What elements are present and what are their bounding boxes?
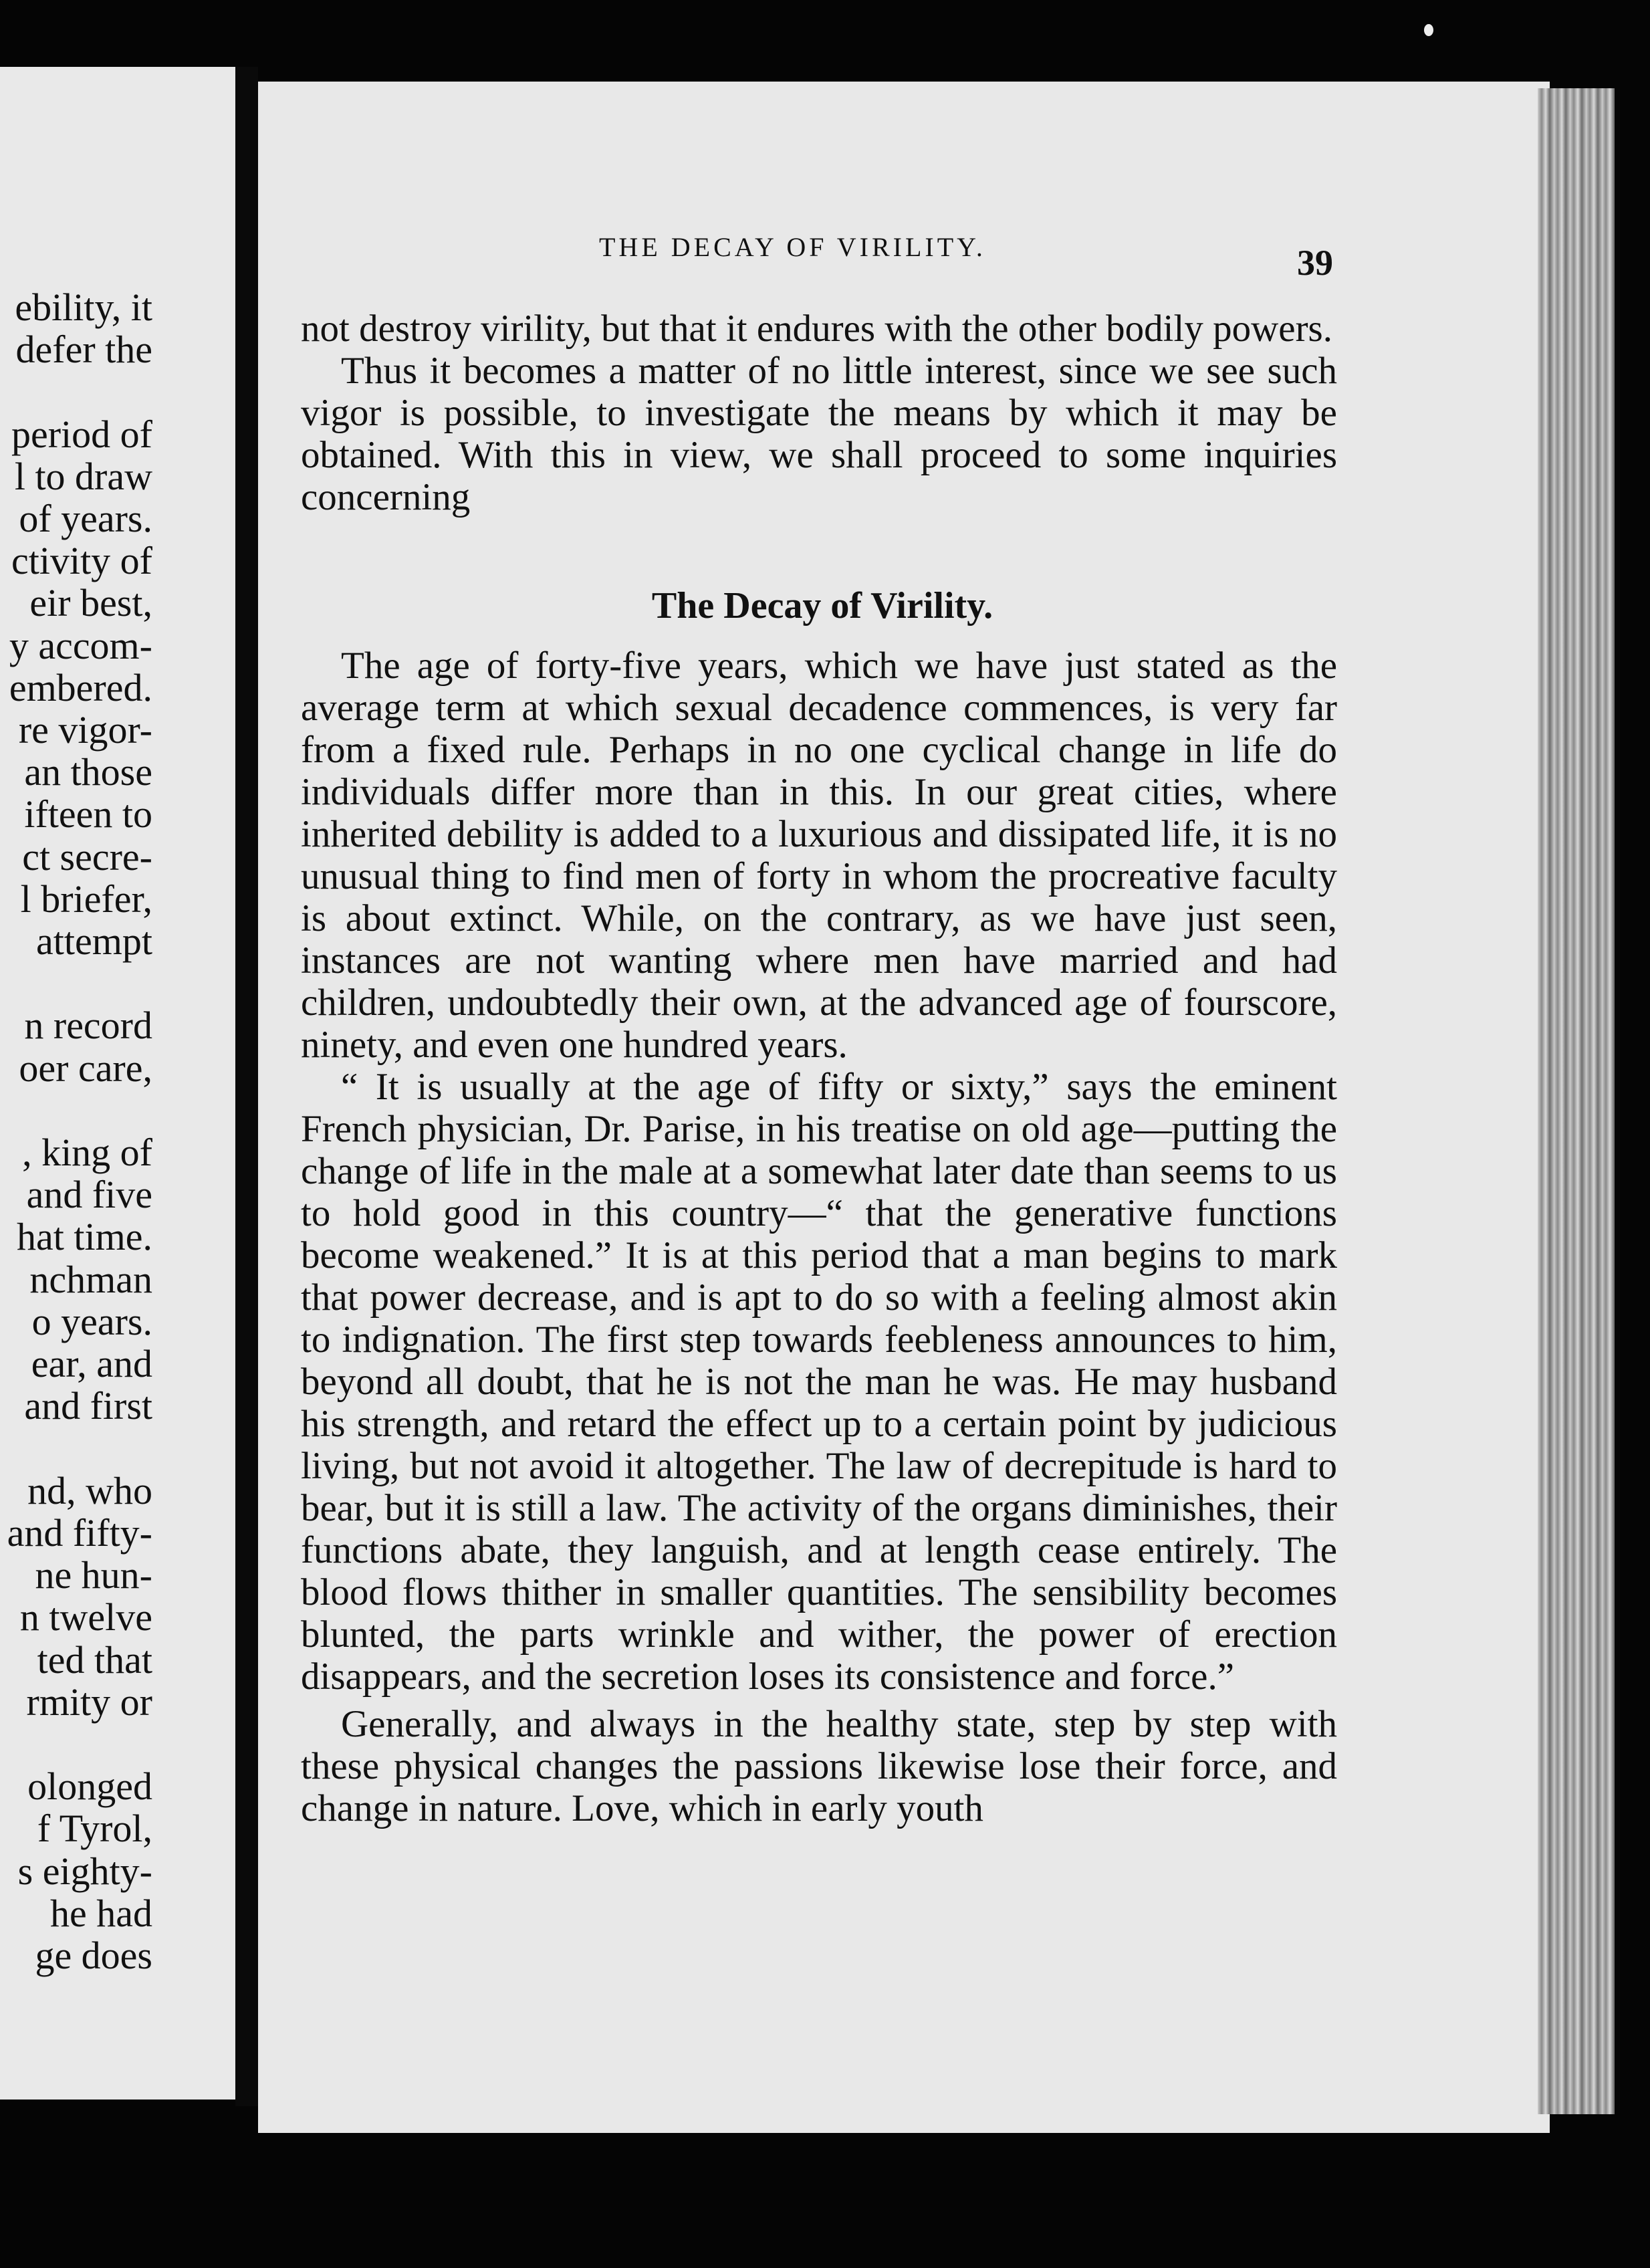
left-page xyxy=(0,67,235,2100)
page-number: 39 xyxy=(1297,243,1333,283)
body-text xyxy=(301,308,1337,1829)
paragraph: not destroy virility, but that it endures with the other bodily powers. xyxy=(301,308,1332,350)
left-page-text: ebility, it defer the period of l to draw of years. ctivity of eir best, y accom- embered. re vigor- an those ifteen to ct secre- l briefer, attempt n record oer care, , king of and five hat time. nchman o years. ear, and and first nd, who and fifty- ne hun- n twelve ted that rmity or olonged f Tyrol, s eighty- he had ge does xyxy=(7,286,152,1977)
paragraph: The age of forty-five years, which we have just stated as the average term at which sexual decadence commences, is very far from a fixed rule. Perhaps in no one cyclical change in life do individuals differ more than in this. In our great cities, where inherited debility is added to a luxurious and dissipated life, it is no unusual thing to find men of forty in whom the procreative faculty is about extinct. While, on the contrary, as we have just seen, instances are not wanting where men have married and had children, undoubtedly their own, at the advanced age of fourscore, ninety, and even one hundred years. xyxy=(301,645,1337,1066)
paragraph: Thus it becomes a matter of no little interest, since we see such vigor is possible, to investigate the means by which it may be obtained. With this in view, we shall proceed to some inquiries concerning xyxy=(301,350,1337,518)
page-edge-stack xyxy=(1538,88,1615,2114)
book-gutter xyxy=(235,67,258,2106)
paragraph: Generally, and always in the healthy state, step by step with these physical changes the passions likewise lose their force, and change in nature. Love, which in early youth xyxy=(301,1703,1337,1829)
section-heading: The Decay of Virility. xyxy=(651,585,993,627)
dust-speck xyxy=(1424,24,1433,36)
running-head: THE DECAY OF VIRILITY. xyxy=(599,232,986,262)
paragraph: “ It is usually at the age of fifty or sixty,” says the eminent French physician, Dr. Parise, in his treatise on old age—putting the change of life in the male at a somewhat later date than seems to us to hold good in this country—“ that the generative functions become weakened.” It is at this period that a man begins to mark that power decrease, and is apt to do so with a feeling almost akin to indignation. The first step towards feebleness announces to him, beyond all doubt, that he is not the man he was. He may husband his strength, and retard the effect up to a certain point by judicious living, but not avoid it altogether. The law of decrepitude is hard to bear, but it is still a law. The activity of the organs diminishes, their functions abate, they languish, and at length cease entirely. The blood flows thither in smaller quantities. The sensibility becomes blunted, the parts wrinkle and wither, the power of erection disappears, and the secretion loses its consistence and force.” xyxy=(301,1066,1337,1698)
